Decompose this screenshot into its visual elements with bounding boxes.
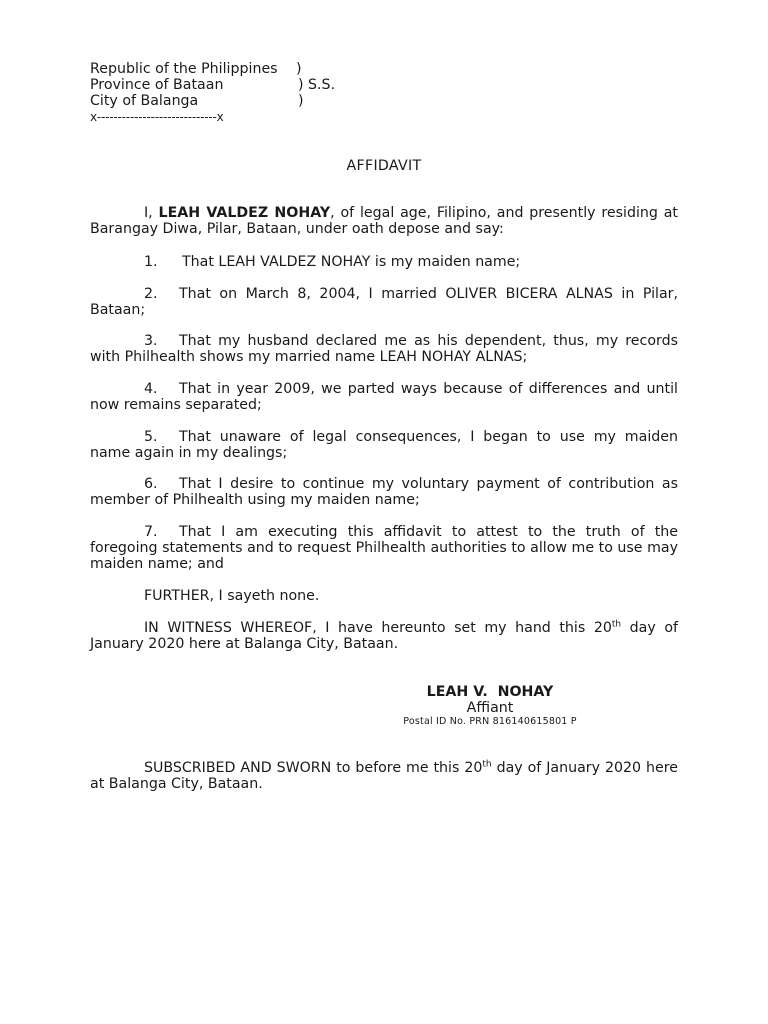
- venue-country-text: Republic of the Philippines: [90, 61, 278, 77]
- witness-paragraph: IN WITNESS WHEREOF, I have hereunto set my hand this 20th day of January 2020 here at Balanga City, Bataan.: [90, 619, 678, 653]
- item-number: 7.: [144, 524, 158, 540]
- list-item: [90, 286, 678, 318]
- venue-city-text: City of Balanga: [90, 93, 199, 109]
- venue-paren: ): [296, 61, 302, 77]
- list-item: [90, 429, 678, 461]
- further-paragraph: FURTHER, I sayeth none.: [144, 588, 320, 604]
- item-number: 1.: [144, 254, 158, 270]
- item-text: That LEAH VALDEZ NOHAY is my maiden name;: [182, 254, 521, 270]
- affiant-role: Affiant: [466, 700, 514, 716]
- item-text: That on March 8, 2004, I married OLIVER BICERA ALNAS in Pilar, Bataan;: [90, 286, 678, 319]
- affiant-full-name: LEAH VALDEZ NOHAY: [158, 205, 331, 221]
- list-item: [90, 381, 678, 413]
- document-title: AFFIDAVIT: [346, 158, 422, 174]
- venue-line-country: [90, 61, 302, 77]
- venue-paren: ): [298, 93, 304, 109]
- item-text: That my husband declared me as his dependent, thus, my records with Philhealth shows my married name LEAH NOHAY ALNAS;: [90, 333, 678, 366]
- venue-block: [90, 61, 336, 109]
- venue-line-province: [90, 77, 336, 93]
- venue-line-city: [90, 93, 304, 109]
- item-number: 2.: [144, 286, 158, 302]
- item-number: 5.: [144, 429, 158, 445]
- affiant-signature-name: LEAH V. NOHAY: [426, 684, 554, 700]
- item-text: That I am executing this affidavit to attest to the truth of the foregoing statements and to request Philhealth authorities to allow me to use may maiden name; and: [90, 524, 678, 573]
- list-item: [90, 254, 678, 270]
- item-number: 6.: [144, 476, 158, 492]
- item-text: That in year 2009, we parted ways because of differences and until now remains separated;: [90, 381, 678, 414]
- item-text: That unaware of legal consequences, I began to use my maiden name again in my dealings;: [90, 429, 678, 462]
- list-item: [90, 333, 678, 365]
- intro-paragraph: I, LEAH VALDEZ NOHAY, of legal age, Filipino, and presently residing at Barangay Diwa, Pilar, Bataan, under oath depose and say:: [90, 205, 678, 238]
- list-item: [90, 524, 678, 573]
- venue-separator: x-----------------------------x: [90, 110, 224, 124]
- item-number: 3.: [144, 333, 158, 349]
- jurat-paragraph: SUBSCRIBED AND SWORN to before me this 20th day of January 2020 here at Balanga City, Bataan.: [90, 759, 678, 793]
- affiant-id-number: Postal ID No. PRN 816140615801 P: [403, 716, 577, 727]
- list-item: [90, 476, 678, 508]
- venue-province-text: Province of Bataan: [90, 77, 224, 93]
- item-number: 4.: [144, 381, 158, 397]
- venue-ss: ) S.S.: [298, 77, 336, 93]
- item-text: That I desire to continue my voluntary payment of contribution as member of Philhealth using my maiden name;: [90, 476, 678, 509]
